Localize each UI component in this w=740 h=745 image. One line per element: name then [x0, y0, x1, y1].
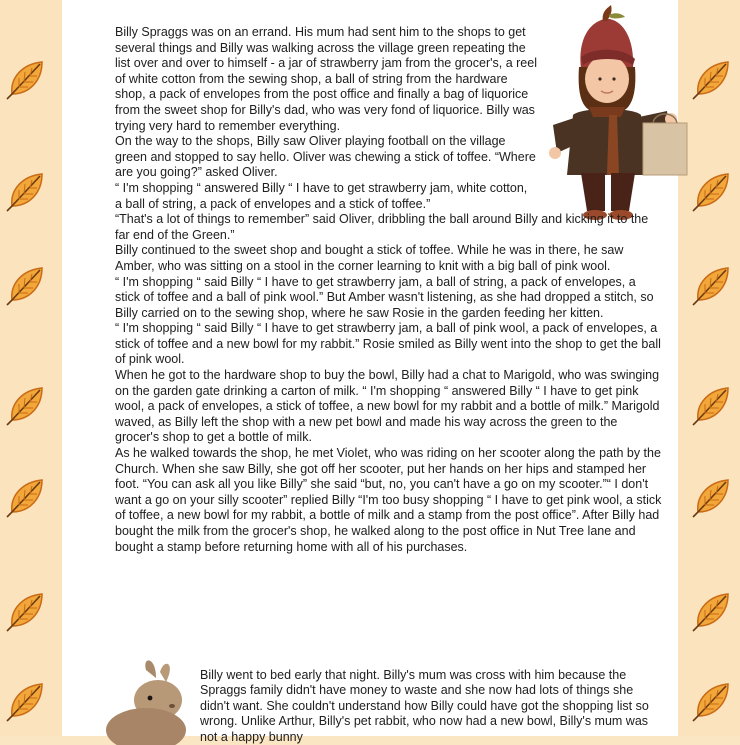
autumn-leaf-icon	[692, 170, 734, 212]
autumn-leaf-icon	[6, 264, 48, 306]
autumn-leaf-icon	[692, 590, 734, 632]
autumn-leaf-icon	[692, 476, 734, 518]
paragraph: On the way to the shops, Billy saw Oliver playing football on the village green and stopped to say hello. Oliver was chewing a stick of toffee. “Where are you going?” asked Oliver.	[115, 134, 663, 181]
autumn-leaf-icon	[6, 384, 48, 426]
autumn-leaf-icon	[6, 58, 48, 100]
paragraph: “That's a lot of things to remember” said Oliver, dribbling the ball around Billy and kicking it to the far end of the Green.”	[115, 212, 663, 243]
knitted-doll-illustration	[543, 7, 691, 203]
paragraph: When he got to the hardware shop to buy the bowl, Billy had a chat to Marigold, who was swinging on the garden gate drinking a carton of milk. “ I'm shopping “ answered Billy “ I have to get pink wool, a pack of envelopes, a stick of toffee, a new bowl for my rabbit and a bottle of milk.” Marigold waved, as Billy left the shop with a new pet bowl and made his way across the green to the grocer's shop to get a bottle of milk.	[115, 368, 663, 446]
paragraph: Billy Spraggs was on an errand. His mum had sent him to the shops to get several things and Billy was walking across the village green repeating the list over and over to himself - a jar of strawberry jam from the grocer's, a reel of white cotton from the sewing shop, a ball of string from the hardware shop, a pack of envelopes from the post office and finally a bag of liquorice from the sweet shop for Billy's dad, who was very fond of liquorice. Billy was trying very hard to remember everything.	[115, 25, 663, 134]
autumn-leaf-icon	[692, 384, 734, 426]
final-paragraph: Billy went to bed early that night. Billy's mum was cross with him because the Spraggs family didn't have money to waste and she now had lots of things she didn't want. She couldn't understand how Billy could have got the shopping list so wrong. Unlike Arthur, Billy's pet rabbit, who now had a new bowl, Billy's mum was not a happy bunny	[200, 668, 662, 745]
autumn-leaf-icon	[6, 170, 48, 212]
paragraph: “ I'm shopping “ answered Billy “ I have to get strawberry jam, white cotton, a ball of string, a pack of envelopes and a stick of toffee.”	[115, 181, 663, 212]
paragraph: As he walked towards the shop, he met Violet, who was riding on her scooter along the path by the Church. When she saw Billy, she got off her scooter, put her hands on her hips and stamped her foot. “You can ask all you like Billy” she said “but, no, you can't have a go on my scooter.”“ I don't want a go on your silly scooter” replied Billy “I'm too busy shopping “ I have to get pink wool, a stick of toffee, a new bowl for my rabbit, a bottle of milk and a stamp from the post office”. After Billy had bought the milk from the grocer's shop, he walked along to the post office in Nut Tree lane and bought a stamp before returning home with all of his purchases.	[115, 446, 663, 555]
autumn-leaf-icon	[692, 58, 734, 100]
autumn-leaf-icon	[692, 264, 734, 306]
paragraph: “ I'm shopping “ said Billy “ I have to get strawberry jam, a ball of pink wool, a pack of envelopes, a stick of toffee and a new bowl for my rabbit.” Rosie smiled as Billy went into the shop to get the ball of pink wool.	[115, 321, 663, 368]
autumn-leaf-icon	[6, 476, 48, 518]
paragraph: “ I'm shopping “ said Billy “ I have to get strawberry jam, a ball of string, a pack of envelopes, a stick of toffee and a ball of pink wool.” But Amber wasn't listening, as she had dropped a stitch, so Billy carried on to the sewing shop, where he saw Rosie in the garden feeding her kitten.	[115, 275, 663, 322]
autumn-leaf-icon	[692, 680, 734, 722]
autumn-leaf-icon	[6, 680, 48, 722]
story-page	[62, 0, 678, 736]
autumn-leaf-icon	[6, 590, 48, 632]
story-text	[115, 25, 663, 555]
paragraph: Billy continued to the sweet shop and bought a stick of toffee. While he was in there, he saw Amber, who was sitting on a stool in the corner learning to knit with a big ball of pink wool.	[115, 243, 663, 274]
knitted-doll-image	[543, 7, 691, 221]
rabbit-image	[102, 660, 202, 740]
